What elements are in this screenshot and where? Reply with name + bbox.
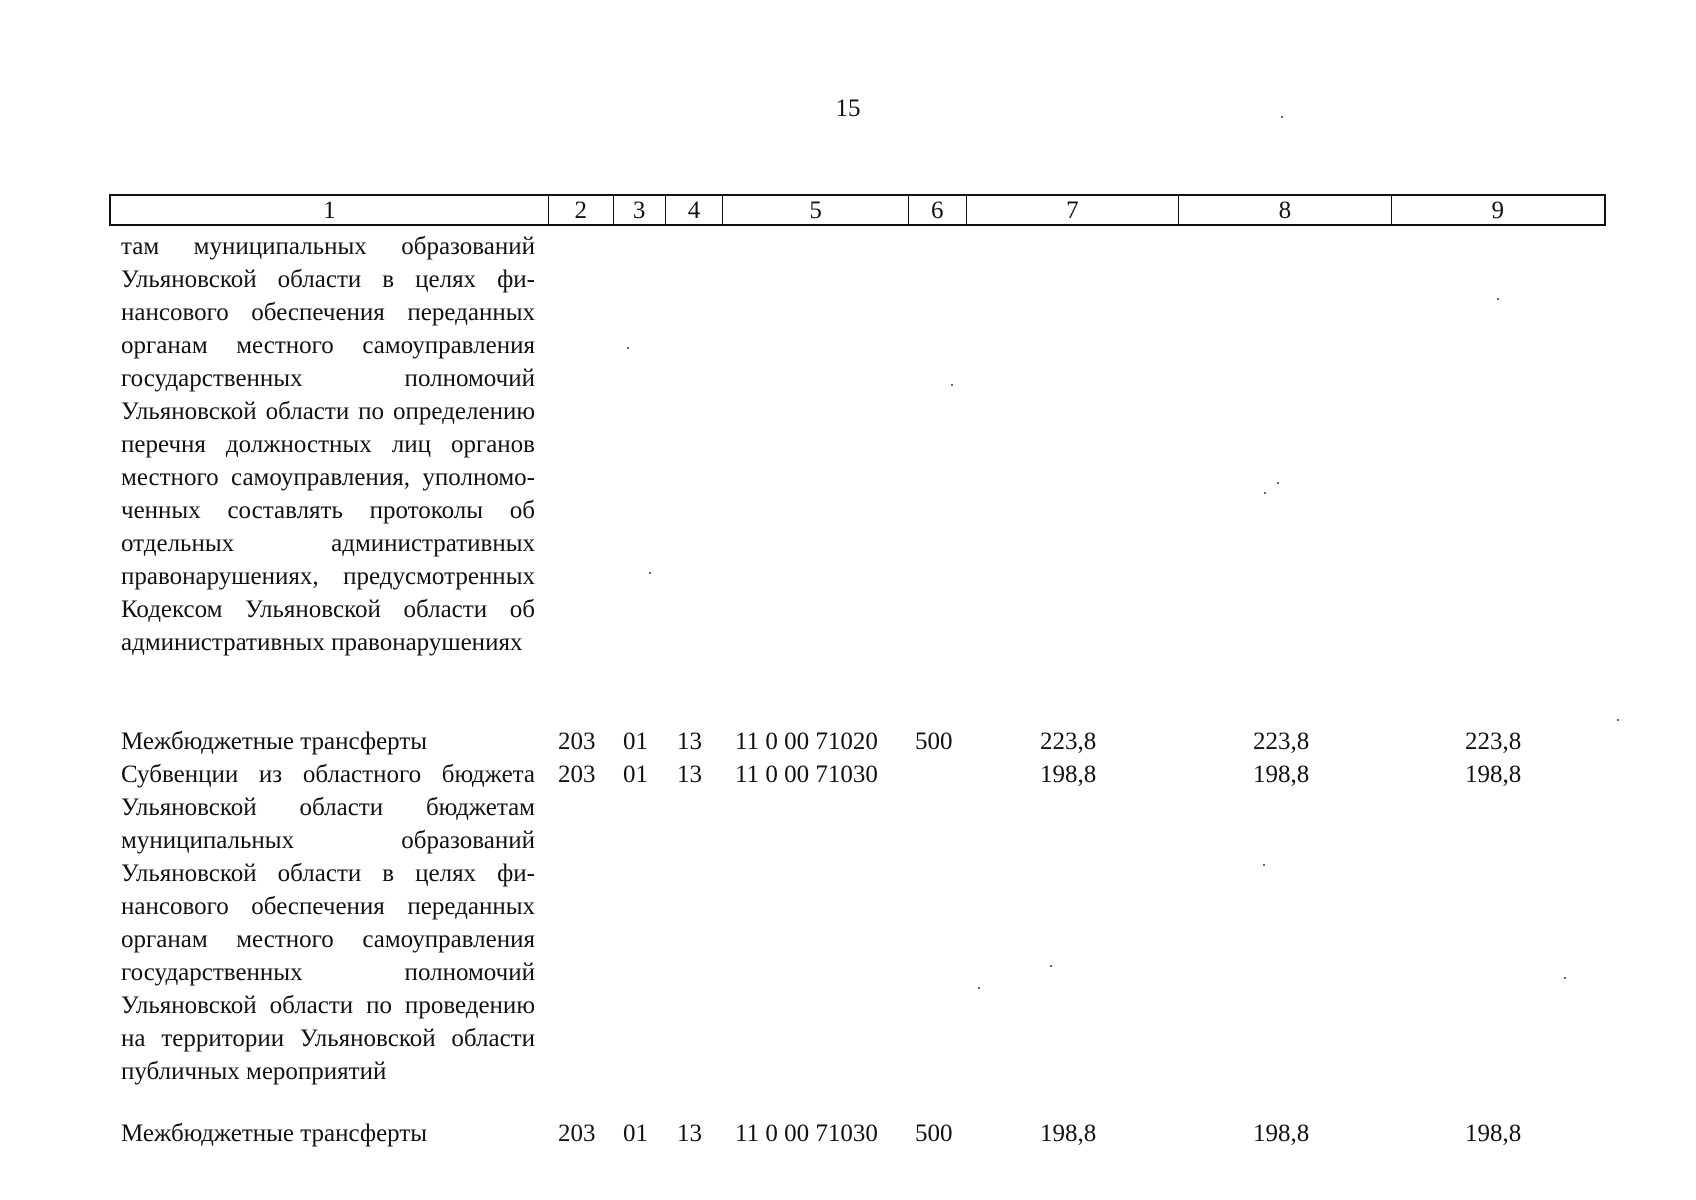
scan-speck <box>627 347 629 349</box>
cell-year-1: 198,8 <box>1040 1120 1097 1147</box>
cell-year-1: 198,8 <box>1040 761 1097 788</box>
cell-grbs: 203 <box>558 1120 596 1147</box>
cell-year-3: 223,8 <box>1465 728 1522 755</box>
scan-speck <box>1617 719 1619 721</box>
header-col-2: 2 <box>549 196 614 224</box>
scan-speck <box>1497 298 1499 300</box>
cell-year-3: 198,8 <box>1465 1120 1522 1147</box>
header-col-5: 5 <box>723 196 909 224</box>
cell-year-1: 223,8 <box>1040 728 1097 755</box>
scan-speck <box>1264 492 1266 494</box>
header-col-8: 8 <box>1179 196 1391 224</box>
cell-year-2: 223,8 <box>1253 728 1310 755</box>
row-label: Межбюджетные трансферты <box>121 1120 428 1147</box>
header-col-6: 6 <box>909 196 967 224</box>
cell-subsection: 13 <box>677 1120 702 1147</box>
header-col-1: 1 <box>111 196 549 224</box>
cell-expense-type: 500 <box>915 728 953 755</box>
cell-section: 01 <box>623 1120 648 1147</box>
scan-speck <box>1281 116 1283 118</box>
page-number: 15 <box>835 95 861 122</box>
table-row <box>0 1117 1696 1150</box>
subvention-description: Субвенции из областного бюджета Ульяновской области бюджетам муниципальных образований Ульяновской области в целях финансового обеспечения переданных органам местного самоуправления государственных полномочий Ульяновской области по проведению на территории Ульяновской области публичных мероприятий <box>121 761 535 1085</box>
cell-subsection: 13 <box>677 728 702 755</box>
scan-speck <box>1050 965 1052 967</box>
scan-speck <box>649 572 651 574</box>
header-col-3: 3 <box>614 196 666 224</box>
cell-year-2: 198,8 <box>1253 761 1310 788</box>
cell-target-code: 11 0 00 71020 <box>735 728 878 755</box>
cell-grbs: 203 <box>558 728 596 755</box>
table-row <box>0 725 1696 758</box>
header-col-7: 7 <box>967 196 1179 224</box>
cell-section: 01 <box>623 761 648 788</box>
scan-speck <box>951 384 953 386</box>
cell-target-code: 11 0 00 71030 <box>735 761 878 788</box>
header-col-9: 9 <box>1491 197 1505 224</box>
cell-grbs: 203 <box>558 761 596 788</box>
cell-subsection: 13 <box>677 761 702 788</box>
table-header-row <box>109 194 1606 226</box>
row-label: Межбюджетные трансферты <box>121 728 428 755</box>
header-col-4: 4 <box>666 196 724 224</box>
cell-expense-type: 500 <box>915 1120 953 1147</box>
cell-year-3: 198,8 <box>1465 761 1522 788</box>
scan-speck <box>1564 977 1566 979</box>
cell-target-code: 11 0 00 71030 <box>735 1120 878 1147</box>
cell-year-2: 198,8 <box>1253 1120 1310 1147</box>
cell-section: 01 <box>623 728 648 755</box>
scan-speck <box>1263 864 1265 866</box>
scan-speck <box>1277 482 1279 484</box>
scan-speck <box>978 987 980 989</box>
continued-description: там муниципальных образований Ульяновской области в целях финансового обеспечения переданных органам местного самоуправления государственных полномочий Ульяновской области по определению перечня должностных лиц органов местного самоуправления, уполномоченных составлять протоколы об отдельных административных правонарушениях, предусмотренных Кодексом Ульяновской области об административных правонарушениях <box>121 233 535 656</box>
